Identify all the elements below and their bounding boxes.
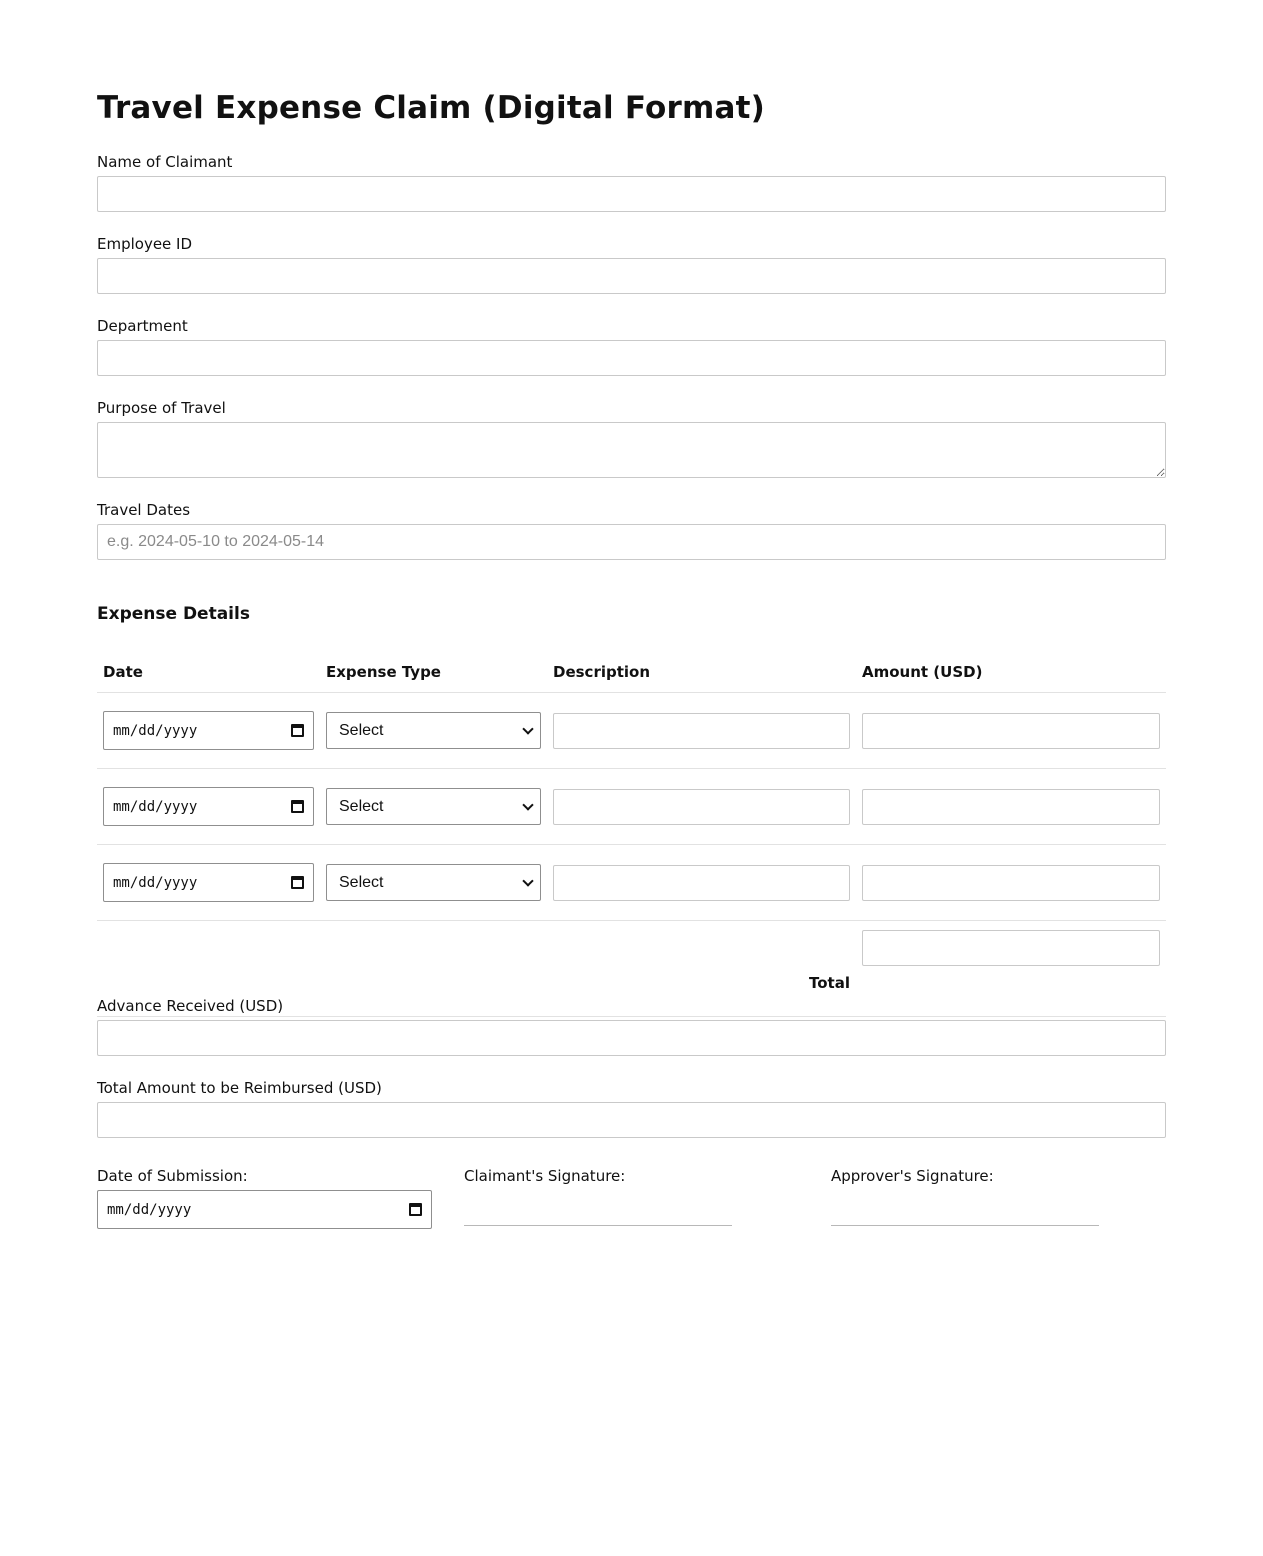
expense-date-input[interactable] bbox=[103, 711, 314, 750]
approver-signature-label: Approver's Signature: bbox=[831, 1167, 994, 1185]
chevron-down-icon bbox=[522, 799, 533, 810]
submission-date-input[interactable] bbox=[97, 1190, 432, 1229]
travel-dates-label: Travel Dates bbox=[97, 501, 191, 519]
submission-date-label: Date of Submission: bbox=[97, 1167, 248, 1185]
claimant-signature-line[interactable] bbox=[464, 1225, 732, 1226]
expense-date-input[interactable] bbox=[103, 787, 314, 826]
total-label: Total bbox=[97, 921, 856, 1017]
expense-type-select[interactable] bbox=[326, 712, 541, 749]
calendar-icon[interactable] bbox=[409, 1203, 422, 1216]
expense-description-input[interactable] bbox=[553, 789, 850, 825]
claimant-name-input[interactable] bbox=[97, 176, 1166, 212]
expense-amount-input[interactable] bbox=[862, 865, 1160, 901]
expense-row bbox=[97, 769, 1166, 845]
claimant-signature-group bbox=[464, 1167, 732, 1226]
date-placeholder: mm/dd/yyyy bbox=[107, 1201, 192, 1218]
employee-id-label: Employee ID bbox=[97, 235, 193, 253]
reimbursement-total-input[interactable] bbox=[97, 1102, 1166, 1138]
approver-signature-group bbox=[831, 1167, 1099, 1226]
calendar-icon[interactable] bbox=[291, 876, 304, 889]
advance-received-input[interactable] bbox=[97, 1020, 1166, 1056]
expense-claim-form bbox=[97, 88, 1166, 1218]
calendar-icon[interactable] bbox=[291, 800, 304, 813]
department-label: Department bbox=[97, 317, 188, 335]
chevron-down-icon bbox=[522, 875, 533, 886]
expense-details-heading: Expense Details bbox=[97, 604, 250, 624]
expense-type-select[interactable] bbox=[326, 864, 541, 901]
expense-table bbox=[97, 635, 1166, 1017]
approver-signature-line[interactable] bbox=[831, 1225, 1099, 1226]
expense-row bbox=[97, 845, 1166, 921]
column-header-expense-type: Expense Type bbox=[326, 663, 441, 681]
column-header-description: Description bbox=[553, 663, 651, 681]
column-header-date: Date bbox=[103, 663, 143, 681]
select-value: Select bbox=[339, 873, 384, 891]
purpose-textarea[interactable] bbox=[97, 422, 1166, 478]
select-value: Select bbox=[339, 797, 384, 815]
purpose-label: Purpose of Travel bbox=[97, 399, 226, 417]
advance-received-label: Advance Received (USD) bbox=[97, 997, 284, 1015]
claimant-name-label: Name of Claimant bbox=[97, 153, 233, 171]
page-title: Travel Expense Claim (Digital Format) bbox=[97, 90, 765, 126]
expense-date-input[interactable] bbox=[103, 863, 314, 902]
department-input[interactable] bbox=[97, 340, 1166, 376]
expense-row bbox=[97, 693, 1166, 769]
calendar-icon[interactable] bbox=[291, 724, 304, 737]
claimant-signature-label: Claimant's Signature: bbox=[464, 1167, 626, 1185]
date-placeholder: mm/dd/yyyy bbox=[113, 798, 198, 815]
expense-description-input[interactable] bbox=[553, 865, 850, 901]
expense-amount-input[interactable] bbox=[862, 789, 1160, 825]
expense-amount-input[interactable] bbox=[862, 713, 1160, 749]
column-header-amount: Amount (USD) bbox=[862, 663, 983, 681]
travel-dates-input[interactable] bbox=[97, 524, 1166, 560]
expense-type-select[interactable] bbox=[326, 788, 541, 825]
date-placeholder: mm/dd/yyyy bbox=[113, 874, 198, 891]
select-value: Select bbox=[339, 721, 384, 739]
chevron-down-icon bbox=[522, 723, 533, 734]
expense-description-input[interactable] bbox=[553, 713, 850, 749]
date-placeholder: mm/dd/yyyy bbox=[113, 722, 198, 739]
total-amount-input[interactable] bbox=[862, 930, 1160, 966]
reimbursement-total-label: Total Amount to be Reimbursed (USD) bbox=[97, 1079, 382, 1097]
submission-date-group bbox=[97, 1167, 432, 1229]
employee-id-input[interactable] bbox=[97, 258, 1166, 294]
